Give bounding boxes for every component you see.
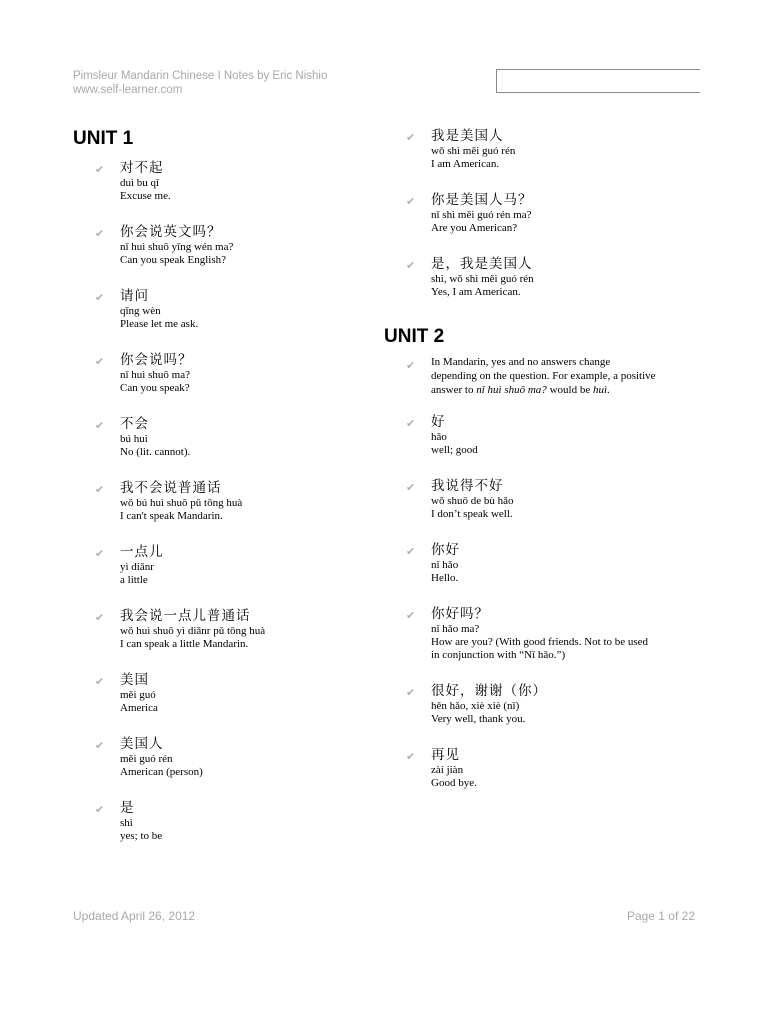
entry-hanzi: 我会说一点儿普通话 <box>120 608 251 624</box>
vocab-entry <box>384 746 699 790</box>
entry-pinyin: yì diǎnr <box>120 561 154 573</box>
entry-english: well; good <box>431 444 478 456</box>
entry-hanzi: 是 <box>120 800 135 816</box>
entry-pinyin: qǐng wèn <box>120 305 161 317</box>
entry-hanzi: 我说得不好 <box>431 478 504 494</box>
entry-pinyin: měi guó rén <box>120 753 173 765</box>
checkmark-icon: ✔ <box>406 750 416 763</box>
unit-1-heading: UNIT 1 <box>73 128 134 149</box>
updated-date: Updated April 26, 2012 <box>73 909 196 923</box>
entry-english: Yes, I am American. <box>431 286 521 298</box>
vocab-entry <box>73 287 363 331</box>
entry-hanzi: 很好，谢谢（你） <box>431 683 547 699</box>
entry-hanzi: 对不起 <box>120 160 164 176</box>
checkmark-icon: ✔ <box>95 355 105 368</box>
entry-pinyin: nǐ huì shuō yīng wén ma? <box>120 241 234 253</box>
entry-hanzi: 你好吗？ <box>431 606 489 622</box>
vocab-entry <box>73 479 363 523</box>
checkmark-icon: ✔ <box>406 481 416 494</box>
checkmark-icon: ✔ <box>95 227 105 240</box>
checkmark-icon: ✔ <box>406 195 416 208</box>
entry-english: America <box>120 702 158 714</box>
vocab-entry <box>384 127 699 171</box>
entry-pinyin: wǒ shuō de bù hǎo <box>431 495 514 507</box>
vocab-entry <box>73 415 363 459</box>
entry-english: Excuse me. <box>120 190 171 202</box>
entry-hanzi: 美国 <box>120 672 149 688</box>
vocab-entry <box>73 799 363 843</box>
entry-hanzi: 你会说吗？ <box>120 352 193 368</box>
entry-pinyin: nǐ shì měi guó rén ma? <box>431 209 532 221</box>
vocab-entry <box>73 223 363 267</box>
note-example-phrase: nǐ huì shuō ma? <box>476 384 547 396</box>
checkmark-icon: ✔ <box>95 163 105 176</box>
checkmark-icon: ✔ <box>406 359 416 372</box>
vocab-entry <box>384 255 699 299</box>
page-number: Page 1 of 22 <box>626 909 695 923</box>
entry-english: Hello. <box>431 572 459 584</box>
entry-hanzi: 你会说英文吗？ <box>120 224 222 240</box>
note-example-answer: huì <box>592 384 608 396</box>
entry-hanzi: 美国人 <box>120 736 164 752</box>
vocab-entry <box>73 543 363 587</box>
entry-pinyin: hěn hǎo, xiè xiè (nǐ) <box>431 700 520 712</box>
entry-english: Are you American? <box>431 222 518 234</box>
entry-hanzi: 请问 <box>120 288 149 304</box>
entry-hanzi: 是，我是美国人 <box>431 256 533 272</box>
vocab-entry <box>384 191 699 235</box>
checkmark-icon: ✔ <box>95 483 105 496</box>
checkmark-icon: ✔ <box>406 686 416 699</box>
entry-english: Can you speak? <box>120 382 190 394</box>
entry-english: yes; to be <box>120 830 163 842</box>
entry-pinyin: duì bu qǐ <box>120 177 160 189</box>
checkmark-icon: ✔ <box>95 803 105 816</box>
entry-english: I am American. <box>431 158 500 170</box>
vocab-entry <box>384 682 699 726</box>
website-url[interactable]: www.self-learner.com <box>73 84 183 96</box>
entry-pinyin: shì, wǒ shì měi guó rén <box>431 273 534 285</box>
entry-hanzi: 一点儿 <box>120 544 164 560</box>
entry-pinyin: bú huì <box>120 433 148 445</box>
entry-english-continued: in conjunction with “Nǐ hǎo.”) <box>431 649 566 661</box>
document-title: Pimsleur Mandarin Chinese I Notes by Eric Nishio <box>73 70 328 82</box>
unit-2-note <box>384 355 699 397</box>
entry-pinyin: wǒ shì měi guó rén <box>431 145 516 157</box>
checkmark-icon: ✔ <box>95 547 105 560</box>
right-column <box>384 127 699 810</box>
entry-pinyin: wǒ bú huì shuō pǔ tōng huà <box>120 497 243 509</box>
entry-pinyin: měi guó <box>120 689 156 701</box>
vocab-entry <box>73 351 363 395</box>
entry-hanzi: 好 <box>431 414 446 430</box>
note-line-2: depending on the question. For example, a positive <box>431 370 656 382</box>
entry-hanzi: 你是美国人马？ <box>431 192 533 208</box>
entry-pinyin: shì <box>120 817 133 829</box>
page-header <box>73 69 327 97</box>
entry-english: Very well, thank you. <box>431 713 526 725</box>
entry-pinyin: nǐ hǎo <box>431 559 459 571</box>
entry-hanzi: 我是美国人 <box>431 128 504 144</box>
entry-english: I don’t speak well. <box>431 508 513 520</box>
vocab-entry <box>384 605 699 662</box>
checkmark-icon: ✔ <box>95 291 105 304</box>
entry-english: I can speak a little Mandarin. <box>120 638 249 650</box>
checkmark-icon: ✔ <box>406 609 416 622</box>
entry-english: I can't speak Mandarin. <box>120 510 223 522</box>
checkmark-icon: ✔ <box>95 419 105 432</box>
note-text-pre: answer to <box>431 384 477 396</box>
vocab-entry <box>384 413 699 457</box>
note-line-3 <box>431 383 699 397</box>
vocab-entry <box>73 735 363 779</box>
checkmark-icon: ✔ <box>95 675 105 688</box>
entry-pinyin: zài jiàn <box>431 764 464 776</box>
entry-english: No (lit. cannot). <box>120 446 191 458</box>
checkmark-icon: ✔ <box>406 545 416 558</box>
checkmark-icon: ✔ <box>406 259 416 272</box>
entry-pinyin: nǐ huì shuō ma? <box>120 369 190 381</box>
entry-english: Can you speak English? <box>120 254 227 266</box>
entry-english: Please let me ask. <box>120 318 199 330</box>
note-text-post: . <box>607 384 610 396</box>
entry-pinyin: hǎo <box>431 431 447 443</box>
entry-pinyin: wǒ huì shuō yì diǎnr pǔ tōng huà <box>120 625 266 637</box>
unit-2-heading: UNIT 2 <box>384 326 445 347</box>
entry-hanzi: 我不会说普通话 <box>120 480 222 496</box>
header-box <box>496 69 700 93</box>
entry-english: a little <box>120 574 148 586</box>
left-column <box>73 127 363 863</box>
checkmark-icon: ✔ <box>406 417 416 430</box>
entry-pinyin: nǐ hǎo ma? <box>431 623 480 635</box>
entry-english: How are you? (With good friends. Not to be used <box>431 636 649 648</box>
entry-english: American (person) <box>120 766 203 778</box>
vocab-entry <box>73 671 363 715</box>
entry-hanzi: 再见 <box>431 747 460 763</box>
checkmark-icon: ✔ <box>95 611 105 624</box>
note-text-mid: would be <box>546 384 593 396</box>
entry-hanzi: 你好 <box>431 542 460 558</box>
vocab-entry <box>384 541 699 585</box>
vocab-entry <box>73 159 363 203</box>
note-line-1: In Mandarin, yes and no answers change <box>431 356 611 368</box>
vocab-entry <box>384 477 699 521</box>
checkmark-icon: ✔ <box>95 739 105 752</box>
entry-english: Good bye. <box>431 777 477 789</box>
checkmark-icon: ✔ <box>406 131 416 144</box>
vocab-entry <box>73 607 363 651</box>
entry-hanzi: 不会 <box>120 416 149 432</box>
